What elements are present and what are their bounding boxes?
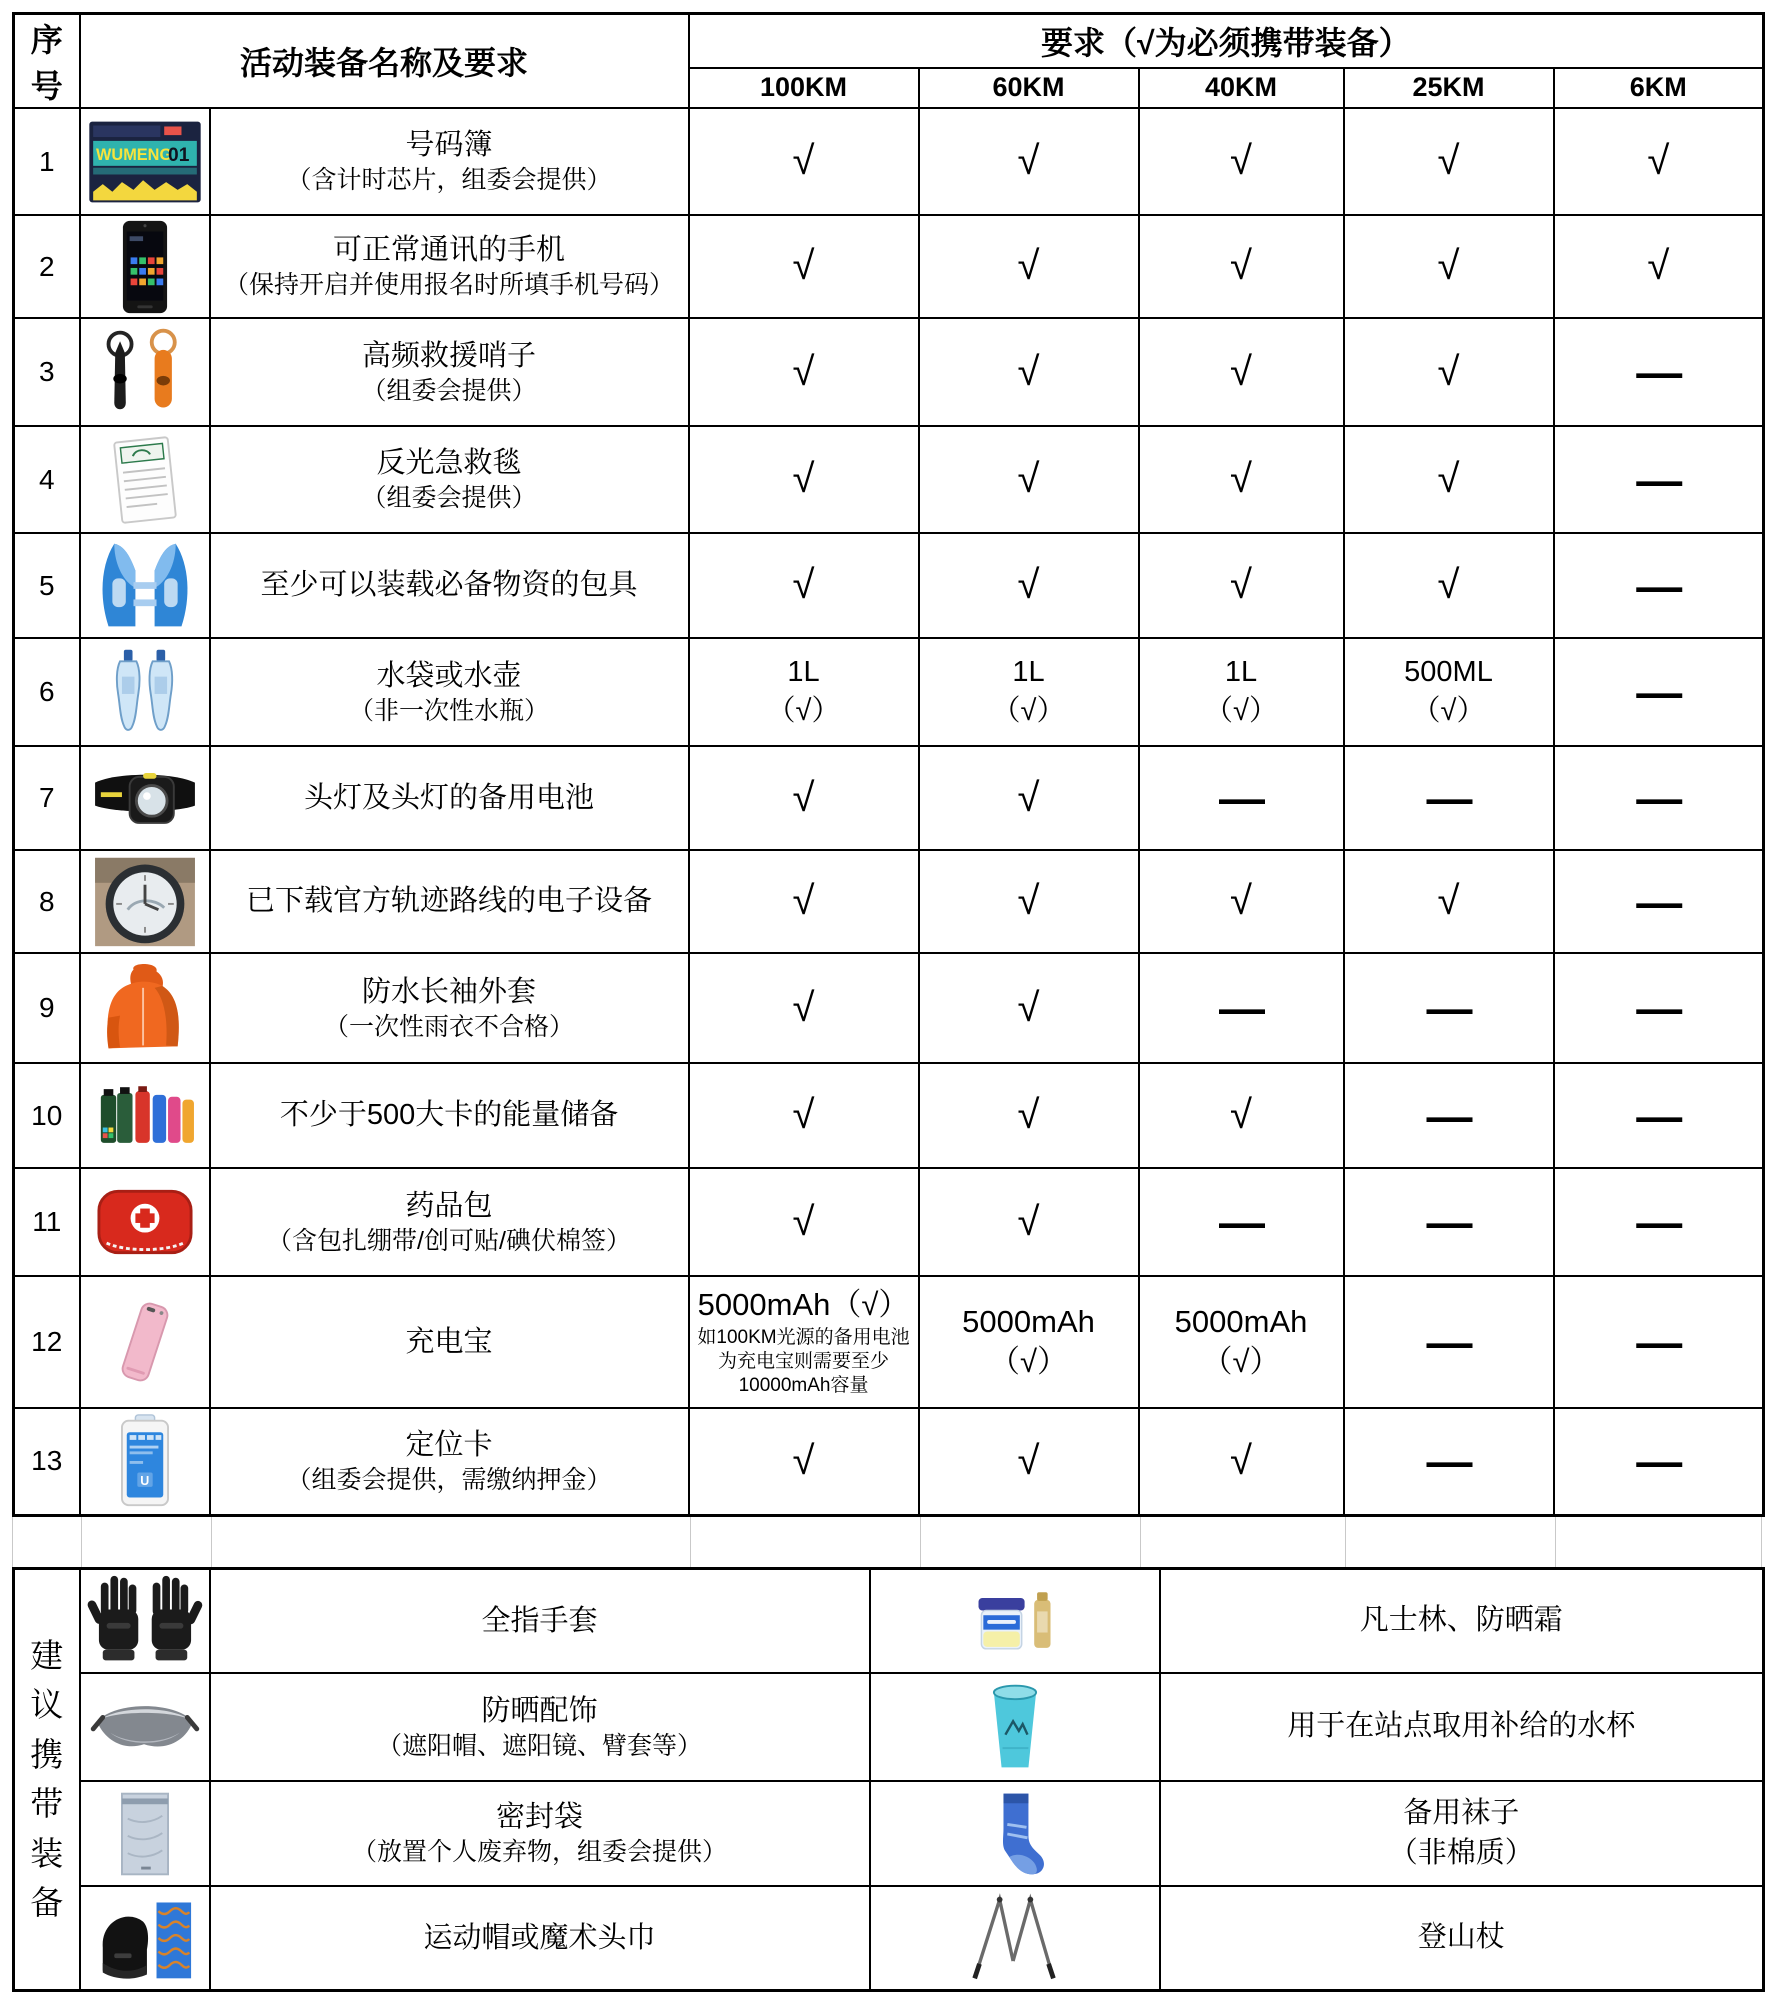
required-check-mark: √ [792, 1199, 815, 1244]
requirement-cell [1344, 1276, 1554, 1408]
item-name-cell [210, 850, 689, 953]
header-distance-100km: 100KM [689, 68, 919, 108]
not-required-dash-mark: — [1636, 1089, 1681, 1142]
item-number: 12 [14, 1276, 80, 1408]
required-check-mark: √ [1647, 139, 1670, 183]
requirement-text: （√） [766, 695, 841, 727]
requirement-cell [1554, 318, 1764, 426]
requirement-fine-print: 10000mAh容量 [738, 1375, 869, 1397]
required-check-mark: √ [1017, 879, 1040, 923]
item-name-cell [210, 638, 689, 746]
equipment-row [14, 953, 1764, 1063]
requirement-cell [919, 533, 1139, 638]
required-check-mark: √ [792, 563, 815, 607]
requirement-cell [1139, 318, 1344, 426]
header-distance-6km: 6KM [1554, 68, 1764, 108]
not-required-dash-mark: — [1636, 772, 1681, 824]
equipment-row [14, 215, 1764, 318]
required-check-mark: √ [792, 1093, 815, 1137]
item-name-cell [210, 1276, 689, 1408]
suggested-item-desc-cell [1160, 1673, 1764, 1781]
requirement-cell [1139, 1168, 1344, 1276]
required-check-mark: √ [1230, 879, 1252, 923]
requirement-cell [1554, 1408, 1764, 1515]
header-index: 序号 [14, 14, 80, 109]
equipment-row [14, 638, 1764, 746]
item-number: 4 [14, 426, 80, 533]
requirement-cell [1554, 746, 1764, 850]
required-check-mark: √ [1230, 1093, 1252, 1137]
suggested-equipment-table [12, 1567, 1765, 1992]
suggested-item-desc: （非棉质） [1388, 1836, 1534, 1869]
gloves-image [80, 1568, 210, 1673]
suggested-item-desc-cell [1160, 1781, 1764, 1886]
not-required-dash-mark: — [1219, 982, 1264, 1034]
requirement-cell [1139, 533, 1344, 638]
suggested-item-name-cell [210, 1673, 870, 1781]
hydration-vest-image [80, 533, 210, 638]
requirement-cell [689, 426, 919, 533]
soft-flask-image [80, 638, 210, 746]
requirement-cell [919, 108, 1139, 215]
requirement-cell [1344, 108, 1554, 215]
item-number: 10 [14, 1063, 80, 1168]
not-required-dash-mark: — [1636, 1196, 1681, 1248]
required-check-mark: √ [1437, 244, 1460, 288]
required-check-mark: √ [1017, 1093, 1040, 1137]
suggested-item-name-cell [210, 1886, 870, 1990]
required-check-mark: √ [1437, 457, 1460, 501]
power-bank-image [80, 1276, 210, 1408]
equipment-row [14, 850, 1764, 953]
item-note: （一次性雨衣不合格） [324, 1012, 575, 1041]
gps-watch-image [80, 850, 210, 953]
requirement-cell [919, 1276, 1139, 1408]
header-distance-40km: 40KM [1139, 68, 1344, 108]
gap-gridline [211, 1517, 212, 1567]
gap-gridline [920, 1517, 921, 1567]
not-required-dash-mark: — [1636, 559, 1681, 612]
required-check-mark: √ [792, 985, 815, 1030]
requirement-cell [1139, 1408, 1344, 1515]
required-check-mark: √ [1017, 775, 1040, 820]
requirement-cell [1554, 1276, 1764, 1408]
not-required-dash-mark: — [1426, 1435, 1471, 1488]
requirement-text: 5000mAh（√） [697, 1287, 910, 1323]
item-title: 高频救援哨子 [362, 339, 537, 372]
required-check-mark: √ [1017, 139, 1040, 183]
item-title: 水袋或水壶 [376, 659, 522, 692]
not-required-dash-mark: — [1426, 1089, 1471, 1142]
item-note: （保持开启并使用报名时所填手机号码） [224, 271, 675, 300]
required-check-mark: √ [1437, 349, 1460, 394]
item-name-cell [210, 108, 689, 215]
requirement-cell [1139, 953, 1344, 1063]
gap-gridline [690, 1517, 691, 1567]
supply-cup-image [870, 1673, 1160, 1781]
requirement-text: （√） [1204, 695, 1278, 727]
requirement-cell [919, 1408, 1139, 1515]
sunglasses-image [80, 1673, 210, 1781]
requirement-cell [689, 1408, 919, 1515]
required-check-mark: √ [1647, 244, 1670, 288]
suggested-item-title: 运动帽或魔术头巾 [423, 1921, 656, 1954]
item-note: （组委会提供） [361, 484, 537, 513]
item-number: 2 [14, 215, 80, 318]
requirement-cell [1139, 108, 1344, 215]
equipment-row [14, 533, 1764, 638]
suggested-label-line: 携带 [30, 1735, 64, 1822]
requirement-cell [689, 1276, 919, 1408]
header-distance-25km: 25KM [1344, 68, 1554, 108]
item-number: 3 [14, 318, 80, 426]
ziplock-bag-image [80, 1781, 210, 1886]
suggested-item-title: 全指手套 [481, 1604, 598, 1637]
requirement-text: 1L [787, 655, 820, 688]
item-title: 防水长袖外套 [362, 975, 537, 1008]
suggested-item-title: 防晒配饰 [481, 1694, 598, 1727]
suggested-item-desc: 备用袜子 [1403, 1797, 1520, 1830]
requirement-cell [1554, 533, 1764, 638]
item-number: 1 [14, 108, 80, 215]
rescue-whistle-image [80, 318, 210, 426]
item-name-cell [210, 426, 689, 533]
requirement-cell [1554, 1168, 1764, 1276]
requirement-text: 1L [1224, 655, 1258, 688]
header-distance-60km: 60KM [919, 68, 1139, 108]
requirement-cell [919, 1168, 1139, 1276]
item-note: （组委会提供，需缴纳押金） [286, 1466, 612, 1495]
not-required-dash-mark: — [1219, 772, 1264, 824]
item-number: 11 [14, 1168, 80, 1276]
not-required-dash-mark: — [1636, 453, 1681, 506]
required-check-mark: √ [1017, 244, 1040, 288]
gap-gridline [1555, 1517, 1556, 1567]
equipment-table [12, 12, 1765, 1517]
item-number: 5 [14, 533, 80, 638]
requirement-cell [1344, 1063, 1554, 1168]
requirement-cell [689, 1168, 919, 1276]
locator-card-image [80, 1408, 210, 1515]
item-title: 至少可以装载必备物资的包具 [260, 569, 638, 602]
requirement-cell [689, 318, 919, 426]
item-name-cell [210, 1063, 689, 1168]
requirement-cell [1344, 1408, 1554, 1515]
requirement-cell [1344, 746, 1554, 850]
requirement-cell [1344, 1168, 1554, 1276]
not-required-dash-mark: — [1426, 982, 1471, 1034]
item-number: 9 [14, 953, 80, 1063]
requirement-text: （√） [1411, 695, 1486, 727]
requirement-cell [919, 638, 1139, 746]
equipment-row [14, 1276, 1764, 1408]
emergency-blanket-image [80, 426, 210, 533]
trekking-poles-image [870, 1886, 1160, 1990]
requirement-fine-print: 如100KM光源的备用电池 [697, 1326, 910, 1348]
requirement-cell [1139, 638, 1344, 746]
requirement-cell [1344, 318, 1554, 426]
required-check-mark: √ [792, 775, 815, 820]
required-check-mark: √ [1437, 879, 1460, 923]
required-check-mark: √ [1230, 244, 1252, 288]
suggested-item-name-cell [210, 1568, 870, 1673]
required-check-mark: √ [1017, 1199, 1040, 1244]
requirement-text: 500ML [1404, 655, 1493, 688]
requirement-cell [919, 1063, 1139, 1168]
item-note: （组委会提供） [361, 376, 537, 405]
requirement-cell [689, 850, 919, 953]
required-check-mark: √ [792, 349, 815, 394]
requirement-text: 1L [1012, 655, 1045, 688]
suggested-label-line: 装备 [30, 1834, 64, 1921]
suggested-item-note: （放置个人废弃物，组委会提供） [351, 1838, 727, 1867]
requirement-cell [1554, 108, 1764, 215]
item-number: 7 [14, 746, 80, 850]
requirement-text: （√） [989, 1344, 1069, 1379]
suggested-row [14, 1568, 1764, 1673]
item-title: 不少于500大卡的能量储备 [279, 1099, 619, 1132]
not-required-dash-mark: — [1636, 982, 1681, 1034]
header-equipment-name: 活动装备名称及要求 [80, 14, 689, 109]
requirement-cell [919, 215, 1139, 318]
required-check-mark: √ [1230, 457, 1252, 501]
requirement-cell [1554, 638, 1764, 746]
requirement-cell [1554, 850, 1764, 953]
not-required-dash-mark: — [1636, 666, 1681, 718]
item-title: 头灯及头灯的备用电池 [304, 781, 595, 814]
item-number: 8 [14, 850, 80, 953]
not-required-dash-mark: — [1219, 1196, 1264, 1248]
requirement-cell [1139, 1276, 1344, 1408]
requirement-cell [689, 638, 919, 746]
requirement-text: （√） [991, 695, 1066, 727]
requirement-cell [1344, 533, 1554, 638]
required-check-mark: √ [1230, 563, 1252, 607]
rain-jacket-image [80, 953, 210, 1063]
requirement-text: 5000mAh [962, 1303, 1095, 1339]
item-note: （含包扎绷带/创可贴/碘伏棉签） [267, 1226, 631, 1255]
requirement-cell [1554, 953, 1764, 1063]
race-bib-image [80, 108, 210, 215]
equipment-row [14, 1408, 1764, 1515]
required-check-mark: √ [1437, 139, 1460, 183]
suggested-row [14, 1673, 1764, 1781]
suggested-item-desc: 登山杖 [1417, 1921, 1505, 1954]
requirement-cell [919, 318, 1139, 426]
requirement-cell [1139, 215, 1344, 318]
energy-food-image [80, 1063, 210, 1168]
equipment-row [14, 318, 1764, 426]
suggested-item-name-cell [210, 1781, 870, 1886]
item-number: 6 [14, 638, 80, 746]
suggested-item-desc: 凡士林、防晒霜 [1359, 1604, 1563, 1637]
required-check-mark: √ [1017, 985, 1040, 1030]
item-name-cell [210, 953, 689, 1063]
smartphone-image [80, 215, 210, 318]
requirement-cell [919, 850, 1139, 953]
required-check-mark: √ [1230, 1438, 1252, 1483]
svg-text:01: 01 [167, 144, 189, 166]
suggested-row [14, 1781, 1764, 1886]
requirement-cell [1344, 215, 1554, 318]
item-note: （含计时芯片，组委会提供） [286, 166, 612, 195]
suggested-row [14, 1886, 1764, 1990]
item-title: 号码簿 [405, 129, 493, 162]
requirement-cell [689, 108, 919, 215]
requirement-cell [1344, 426, 1554, 533]
requirement-cell [689, 215, 919, 318]
equipment-row [14, 746, 1764, 850]
gap-gridline [1140, 1517, 1141, 1567]
item-title: 反光急救毯 [376, 447, 522, 480]
not-required-dash-mark: — [1426, 1316, 1471, 1368]
required-check-mark: √ [792, 1438, 815, 1483]
not-required-dash-mark: — [1426, 772, 1471, 824]
gap-gridline [1761, 1517, 1762, 1567]
item-title: 可正常通讯的手机 [333, 234, 566, 267]
svg-text:U: U [139, 1474, 149, 1489]
item-name-cell [210, 746, 689, 850]
equipment-row [14, 108, 1764, 215]
not-required-dash-mark: — [1426, 1196, 1471, 1248]
requirement-cell [1139, 850, 1344, 953]
requirement-cell [689, 1063, 919, 1168]
required-check-mark: √ [792, 879, 815, 923]
item-name-cell [210, 1168, 689, 1276]
item-title: 充电宝 [405, 1325, 493, 1358]
item-name-cell [210, 1408, 689, 1515]
required-check-mark: √ [1017, 457, 1040, 501]
item-note: （非一次性水瓶） [349, 696, 550, 725]
requirement-text: （√） [1201, 1344, 1281, 1379]
not-required-dash-mark: — [1636, 346, 1681, 398]
item-name-cell [210, 318, 689, 426]
header-requirement: 要求（√为必须携带装备） [689, 14, 1764, 68]
required-check-mark: √ [1017, 563, 1040, 607]
spare-socks-image [870, 1781, 1160, 1886]
suggested-item-desc-cell [1160, 1886, 1764, 1990]
required-check-mark: √ [1230, 349, 1252, 394]
requirement-cell [1554, 426, 1764, 533]
required-check-mark: √ [1017, 349, 1040, 394]
suggested-section-label [14, 1568, 80, 1990]
suggested-item-desc-cell [1160, 1568, 1764, 1673]
table-section-gap [12, 1517, 1762, 1567]
not-required-dash-mark: — [1636, 1435, 1681, 1488]
requirement-cell [689, 953, 919, 1063]
suggested-item-desc: 用于在站点取用补给的水杯 [1287, 1710, 1636, 1743]
requirement-cell [1344, 953, 1554, 1063]
gap-gridline [81, 1517, 82, 1567]
beanie-buff-image [80, 1886, 210, 1990]
item-title: 定位卡 [405, 1428, 493, 1461]
required-check-mark: √ [1017, 1438, 1040, 1483]
requirement-cell [1344, 638, 1554, 746]
vaseline-sunscreen-image [870, 1568, 1160, 1673]
item-title: 已下载官方轨迹路线的电子设备 [246, 885, 653, 918]
requirement-cell [1554, 1063, 1764, 1168]
headlamp-image [80, 746, 210, 850]
item-name-cell [210, 533, 689, 638]
requirement-cell [1554, 215, 1764, 318]
gap-gridline [1345, 1517, 1346, 1567]
suggested-item-title: 密封袋 [495, 1801, 583, 1834]
gap-gridline [12, 1517, 13, 1567]
requirement-cell [1139, 426, 1344, 533]
requirement-cell [1139, 1063, 1344, 1168]
required-check-mark: √ [1230, 139, 1252, 183]
required-check-mark: √ [792, 139, 815, 183]
required-check-mark: √ [792, 244, 815, 288]
item-number: 13 [14, 1408, 80, 1515]
requirement-text: 5000mAh [1174, 1303, 1308, 1339]
requirement-fine-print: 为充电宝则需要至少 [718, 1350, 890, 1372]
requirement-cell [1139, 746, 1344, 850]
requirement-cell [689, 746, 919, 850]
requirement-cell [689, 533, 919, 638]
suggested-label-line: 建议 [30, 1636, 64, 1723]
suggested-item-note: （遮阳帽、遮阳镜、臂套等） [376, 1731, 702, 1760]
equipment-row [14, 1063, 1764, 1168]
item-title: 药品包 [405, 1189, 493, 1222]
first-aid-kit-image [80, 1168, 210, 1276]
equipment-row [14, 426, 1764, 533]
item-name-cell [210, 215, 689, 318]
required-check-mark: √ [1437, 563, 1460, 607]
svg-text:WUMENG: WUMENG [95, 145, 172, 164]
equipment-row [14, 1168, 1764, 1276]
requirement-cell [919, 953, 1139, 1063]
required-check-mark: √ [792, 457, 815, 501]
requirement-cell [1344, 850, 1554, 953]
requirement-cell [919, 426, 1139, 533]
not-required-dash-mark: — [1636, 875, 1681, 928]
requirement-cell [919, 746, 1139, 850]
not-required-dash-mark: — [1636, 1316, 1681, 1368]
